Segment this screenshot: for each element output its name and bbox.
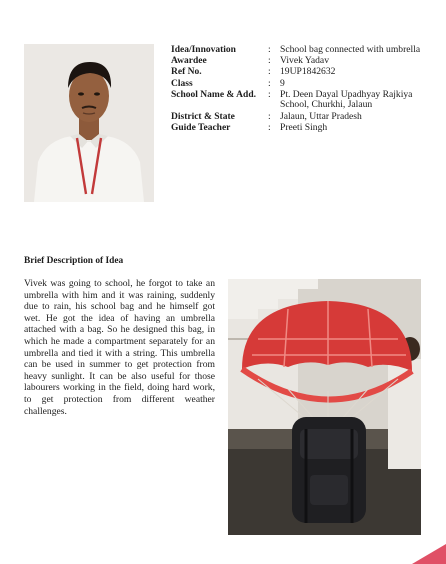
- info-colon: :: [268, 66, 271, 78]
- info-colon: :: [268, 44, 271, 55]
- info-row-ref-no: [171, 67, 433, 78]
- info-row-guide-teacher: [171, 123, 433, 134]
- info-row-school: [171, 90, 433, 111]
- info-colon: :: [268, 121, 271, 133]
- info-row-district: [171, 112, 433, 123]
- info-label: Awardee: [171, 56, 207, 67]
- awardee-info-table: [171, 45, 433, 134]
- info-value: School bag connected with umbrella: [280, 44, 421, 55]
- bag-umbrella-photo: [228, 279, 421, 535]
- info-value: Jalaun, Uttar Pradesh: [280, 110, 362, 122]
- info-label: Idea/Innovation: [171, 45, 236, 55]
- info-label: Ref No.: [171, 67, 202, 78]
- info-label: School Name & Add.: [171, 89, 256, 100]
- section-title: Brief Description of Idea: [24, 256, 124, 266]
- info-label: District & State: [171, 111, 235, 122]
- info-value: Preeti Singh: [280, 121, 328, 133]
- corner-accent-decoration: [412, 544, 446, 564]
- info-label: Class: [171, 78, 193, 89]
- awardee-photo: [24, 44, 154, 202]
- idea-description: Vivek was going to school, he forgot to take an umbrella with him and it was raining, suddenly due to rain, his school bag and he himself got wet. He got the idea of having an umbrella attached with a bag. So he designed this bag, in which he made a compartment separately for an umbrella and tied it with a string. This umbrella can be used in summer to get protection from heavy sunlight. It can be also useful for those labourers working in the field, doing hard work, to get protection from different weather challenges.: [24, 278, 215, 417]
- info-colon: :: [268, 88, 271, 100]
- info-row-awardee: [171, 56, 433, 67]
- info-colon: :: [268, 55, 271, 67]
- info-value: Pt. Deen Dayal Upadhyay Rajkiya School, Churkhi, Jalaun: [280, 88, 413, 111]
- info-colon: :: [268, 77, 271, 89]
- info-row-idea: [171, 45, 433, 56]
- info-label: Guide Teacher: [171, 122, 231, 133]
- info-row-class: [171, 79, 433, 90]
- info-value: Vivek Yadav: [280, 55, 329, 67]
- info-value: 19UP1842632: [280, 66, 336, 78]
- info-value: 9: [280, 77, 285, 89]
- info-colon: :: [268, 110, 271, 122]
